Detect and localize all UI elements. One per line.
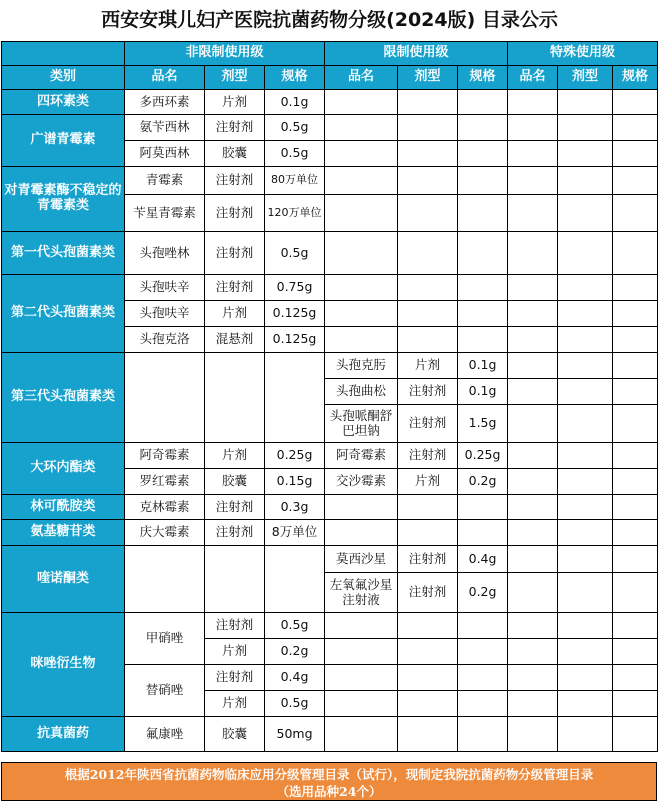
empty-cell [458,717,508,752]
drug-form: 注射剂 [205,495,265,520]
empty-cell [613,691,658,717]
drug-name: 阿莫西林 [125,141,205,167]
header-name: 品名 [325,66,398,90]
drug-form: 片剂 [398,469,458,495]
empty-cell [458,665,508,691]
empty-cell [398,301,458,327]
empty-cell [558,232,613,275]
table-row [2,167,658,195]
empty-cell [558,379,613,405]
table-row [2,443,658,469]
empty-cell [398,639,458,665]
category-cell: 对青霉素酶不稳定的青霉素类 [2,167,125,232]
drug-spec: 0.5g [265,115,325,141]
drug-spec: 0.5g [265,141,325,167]
header-blank [2,42,125,66]
drug-form: 片剂 [205,691,265,717]
empty-cell [325,167,398,195]
header-category: 类别 [2,66,125,90]
empty-cell [558,353,613,379]
drug-form: 注射剂 [398,573,458,613]
drug-spec: 0.25g [265,443,325,469]
empty-cell [398,327,458,353]
empty-cell [613,469,658,495]
antibiotic-table [1,41,658,752]
drug-name: 头孢克肟 [325,353,398,379]
drug-form: 注射剂 [398,405,458,443]
empty-cell [508,691,558,717]
header-spec: 规格 [613,66,658,90]
category-cell: 大环内酯类 [2,443,125,495]
category-cell: 喹诺酮类 [2,546,125,613]
drug-spec: 0.1g [458,353,508,379]
empty-cell [325,639,398,665]
drug-form: 注射剂 [205,665,265,691]
empty-cell [613,520,658,546]
drug-spec: 0.2g [265,639,325,665]
empty-cell [398,691,458,717]
empty-cell [205,353,265,443]
category-cell: 林可酰胺类 [2,495,125,520]
empty-cell [613,167,658,195]
empty-cell [458,691,508,717]
drug-name: 氟康唑 [125,717,205,752]
footer-note [1,762,657,801]
empty-cell [613,141,658,167]
page-title: 西安安琪儿妇产医院抗菌药物分级(2024版) 目录公示 [101,9,558,31]
empty-cell [613,275,658,301]
empty-cell [398,167,458,195]
empty-cell [458,639,508,665]
drug-form: 注射剂 [205,520,265,546]
empty-cell [325,665,398,691]
drug-form: 注射剂 [205,167,265,195]
drug-name: 多西环素 [125,90,205,115]
drug-form: 胶囊 [205,141,265,167]
empty-cell [325,691,398,717]
header-name: 品名 [508,66,558,90]
drug-spec: 0.5g [265,691,325,717]
empty-cell [398,613,458,639]
empty-cell [325,275,398,301]
empty-cell [398,90,458,115]
table-row [2,275,658,301]
drug-name: 莫西沙星 [325,546,398,573]
drug-spec: 0.1g [265,90,325,115]
drug-form: 注射剂 [205,275,265,301]
empty-cell [398,232,458,275]
empty-cell [558,90,613,115]
drug-form: 注射剂 [398,443,458,469]
drug-name: 头孢曲松 [325,379,398,405]
drug-spec: 0.4g [458,546,508,573]
empty-cell [325,115,398,141]
empty-cell [458,232,508,275]
empty-cell [125,546,205,613]
empty-cell [458,195,508,232]
header-non-restricted: 非限制使用级 [125,42,325,66]
empty-cell [613,717,658,752]
drug-spec: 0.3g [265,495,325,520]
empty-cell [508,301,558,327]
drug-spec: 0.15g [265,469,325,495]
empty-cell [558,495,613,520]
category-cell: 第二代头孢菌素类 [2,275,125,353]
empty-cell [508,232,558,275]
drug-spec: 0.1g [458,379,508,405]
drug-spec: 1.5g [458,405,508,443]
empty-cell [508,379,558,405]
empty-cell [558,639,613,665]
drug-name: 交沙霉素 [325,469,398,495]
drug-spec: 0.5g [265,232,325,275]
drug-form: 胶囊 [205,717,265,752]
empty-cell [613,443,658,469]
drug-form: 注射剂 [398,379,458,405]
empty-cell [613,639,658,665]
empty-cell [558,443,613,469]
empty-cell [458,90,508,115]
empty-cell [458,275,508,301]
empty-cell [508,195,558,232]
category-cell: 氨基糖苷类 [2,520,125,546]
empty-cell [613,232,658,275]
empty-cell [325,301,398,327]
empty-cell [265,546,325,613]
empty-cell [398,275,458,301]
empty-cell [325,520,398,546]
drug-form: 片剂 [205,301,265,327]
empty-cell [508,327,558,353]
empty-cell [398,520,458,546]
empty-cell [458,613,508,639]
drug-spec: 0.5g [265,613,325,639]
empty-cell [558,665,613,691]
category-cell: 第一代头孢菌素类 [2,232,125,275]
drug-form: 混悬剂 [205,327,265,353]
empty-cell [508,353,558,379]
table-row [2,717,658,752]
empty-cell [613,115,658,141]
drug-spec: 50mg [265,717,325,752]
drug-spec: 8万单位 [265,520,325,546]
empty-cell [558,546,613,573]
empty-cell [325,613,398,639]
drug-form: 注射剂 [205,613,265,639]
empty-cell [458,115,508,141]
empty-cell [508,141,558,167]
empty-cell [558,717,613,752]
empty-cell [398,195,458,232]
empty-cell [613,90,658,115]
drug-name: 罗红霉素 [125,469,205,495]
drug-name: 头孢呋辛 [125,275,205,301]
empty-cell [458,495,508,520]
empty-cell [558,275,613,301]
empty-cell [508,520,558,546]
table-row [2,232,658,275]
drug-name: 替硝唑 [125,665,205,717]
header-form: 剂型 [205,66,265,90]
empty-cell [613,546,658,573]
empty-cell [398,141,458,167]
empty-cell [558,573,613,613]
empty-cell [558,141,613,167]
table-row [2,613,658,639]
empty-cell [508,443,558,469]
table-row [2,495,658,520]
drug-form: 注射剂 [398,546,458,573]
drug-spec: 0.2g [458,469,508,495]
table-row [2,115,658,141]
drug-form: 注射剂 [205,115,265,141]
drug-form: 片剂 [205,639,265,665]
empty-cell [398,495,458,520]
empty-cell [508,639,558,665]
empty-cell [613,327,658,353]
drug-spec: 0.75g [265,275,325,301]
empty-cell [613,613,658,639]
header-special: 特殊使用级 [508,42,658,66]
drug-name: 头孢克洛 [125,327,205,353]
category-cell: 广谱青霉素 [2,115,125,167]
empty-cell [458,520,508,546]
empty-cell [508,717,558,752]
empty-cell [558,167,613,195]
drug-name: 克林霉素 [125,495,205,520]
table-row [2,353,658,379]
header-spec: 规格 [265,66,325,90]
category-cell: 咪唑衍生物 [2,613,125,717]
empty-cell [325,195,398,232]
empty-cell [325,327,398,353]
empty-cell [508,665,558,691]
header-form: 剂型 [558,66,613,90]
header-spec: 规格 [458,66,508,90]
category-cell: 抗真菌药 [2,717,125,752]
empty-cell [613,665,658,691]
empty-cell [508,90,558,115]
empty-cell [398,115,458,141]
drug-spec: 0.2g [458,573,508,613]
empty-cell [325,141,398,167]
category-cell: 四环素类 [2,90,125,115]
drug-name: 氨苄西林 [125,115,205,141]
empty-cell [398,717,458,752]
empty-cell [325,717,398,752]
drug-form: 胶囊 [205,469,265,495]
table-row [2,90,658,115]
empty-cell [558,520,613,546]
drug-name: 甲硝唑 [125,613,205,665]
drug-name: 苄星青霉素 [125,195,205,232]
empty-cell [325,495,398,520]
drug-form: 片剂 [205,443,265,469]
drug-name: 头孢呋辛 [125,301,205,327]
empty-cell [508,546,558,573]
empty-cell [458,167,508,195]
header-form: 剂型 [398,66,458,90]
empty-cell [508,495,558,520]
empty-cell [325,90,398,115]
table-row [2,520,658,546]
empty-cell [458,141,508,167]
empty-cell [508,115,558,141]
empty-cell [558,301,613,327]
empty-cell [265,353,325,443]
header-row-levels [2,42,658,66]
empty-cell [613,573,658,613]
header-restricted: 限制使用级 [325,42,508,66]
drug-form: 片剂 [205,90,265,115]
footer-line-2: （选用品种24个） [276,784,382,799]
empty-cell [508,405,558,443]
drug-spec: 0.4g [265,665,325,691]
empty-cell [613,301,658,327]
drug-spec: 0.25g [458,443,508,469]
empty-cell [458,301,508,327]
footer-line-1: 根据2012年陕西省抗菌药物临床应用分级管理目录（试行），现制定我院抗菌药物分级管理目录 [64,767,594,782]
header-name: 品名 [125,66,205,90]
empty-cell [325,232,398,275]
empty-cell [508,167,558,195]
empty-cell [558,405,613,443]
empty-cell [205,546,265,613]
drug-name: 左氧氟沙星注射液 [325,573,398,613]
empty-cell [508,469,558,495]
empty-cell [613,495,658,520]
drug-name: 阿奇霉素 [125,443,205,469]
drug-form: 片剂 [398,353,458,379]
drug-name: 青霉素 [125,167,205,195]
empty-cell [558,691,613,717]
drug-form: 注射剂 [205,195,265,232]
drug-name: 庆大霉素 [125,520,205,546]
drug-spec: 0.125g [265,327,325,353]
empty-cell [558,115,613,141]
empty-cell [558,195,613,232]
header-row-columns [2,66,658,90]
drug-name: 头孢唑林 [125,232,205,275]
empty-cell [613,353,658,379]
drug-form: 注射剂 [205,232,265,275]
table-row [2,546,658,573]
empty-cell [508,613,558,639]
drug-spec: 80万单位 [265,167,325,195]
empty-cell [398,665,458,691]
drug-name: 头孢哌酮舒巴坦钠 [325,405,398,443]
empty-cell [458,327,508,353]
drug-spec: 0.125g [265,301,325,327]
empty-cell [613,405,658,443]
empty-cell [558,469,613,495]
empty-cell [558,613,613,639]
empty-cell [613,379,658,405]
empty-cell [508,275,558,301]
empty-cell [125,353,205,443]
empty-cell [613,195,658,232]
drug-name: 阿奇霉素 [325,443,398,469]
empty-cell [558,327,613,353]
drug-spec: 120万单位 [265,195,325,232]
category-cell: 第三代头孢菌素类 [2,353,125,443]
empty-cell [508,573,558,613]
